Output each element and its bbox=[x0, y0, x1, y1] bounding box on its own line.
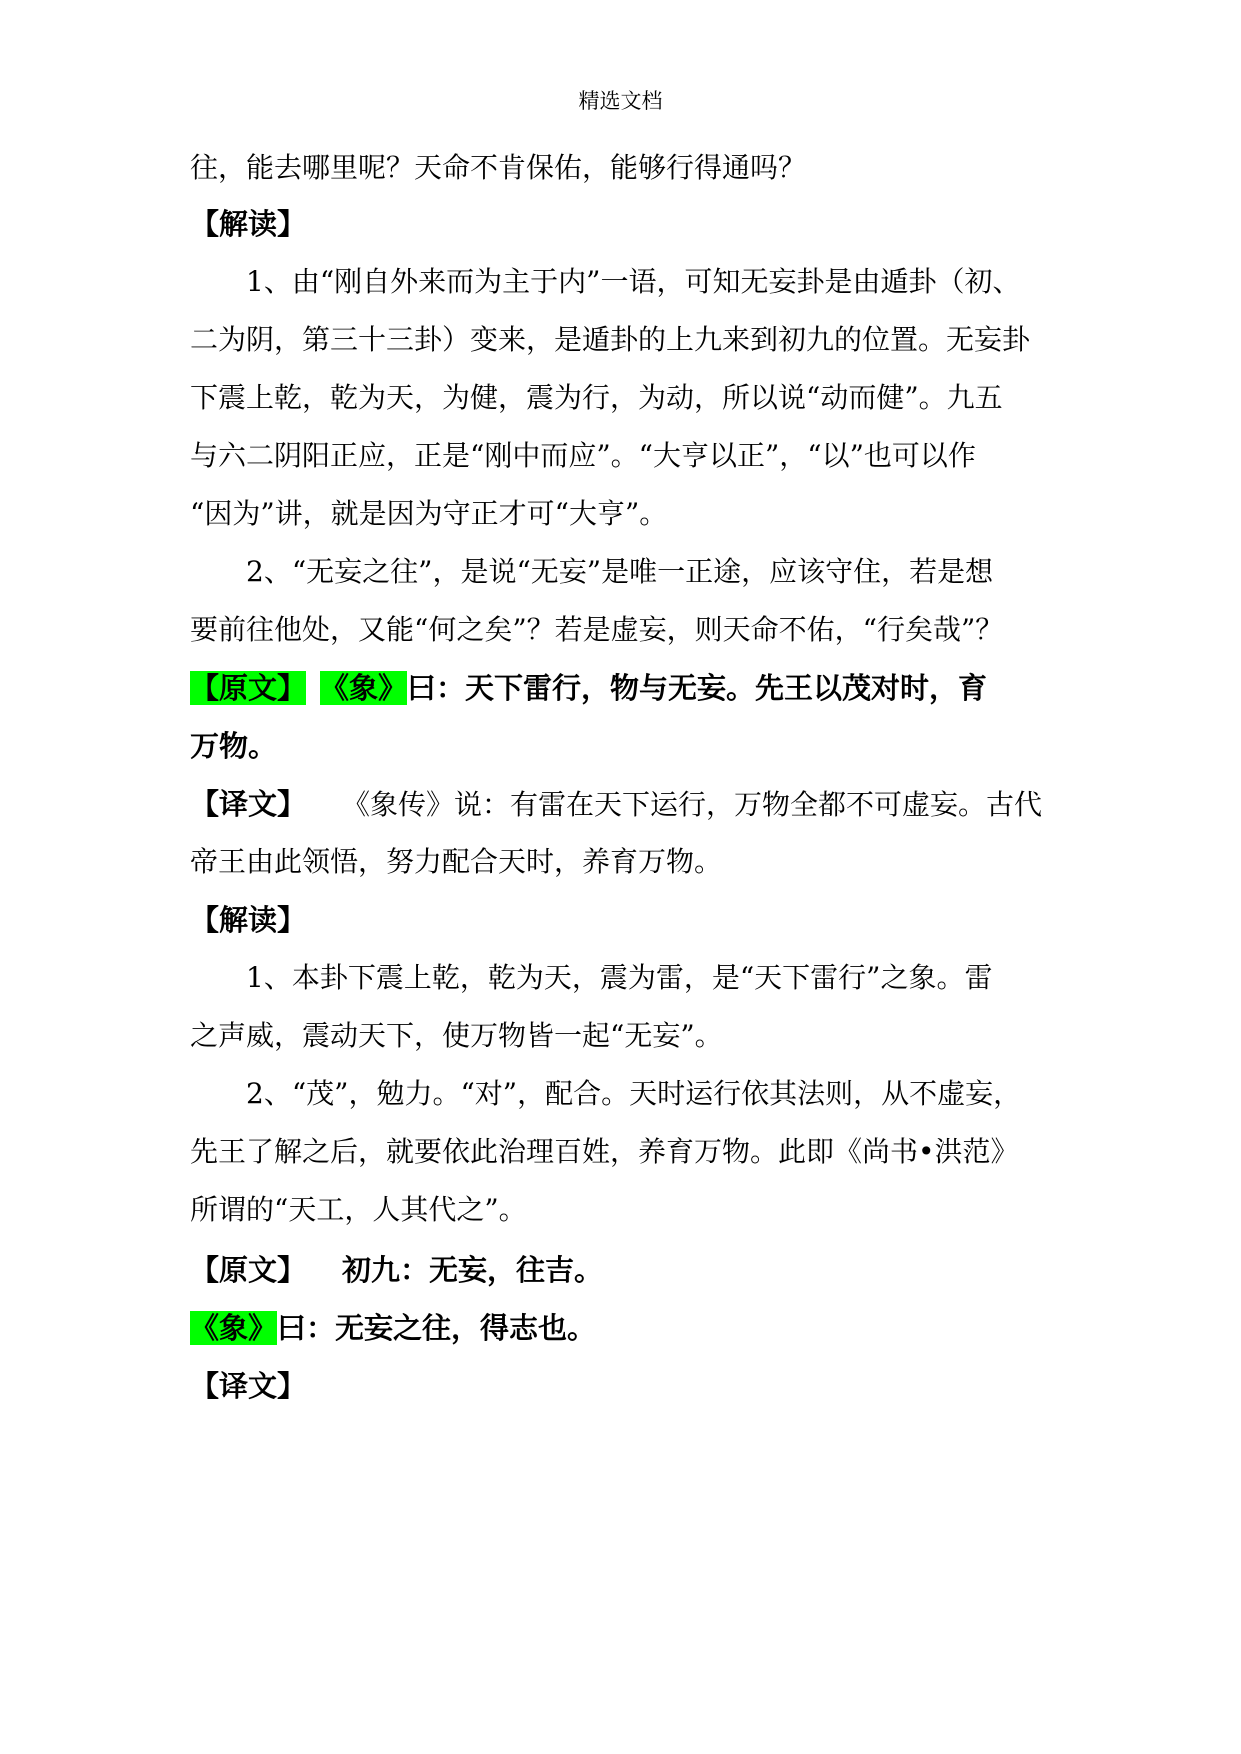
text-line: 往，能去哪里呢？天命不肯保佑，能够行得通吗？ bbox=[190, 151, 807, 184]
section-heading-jiedu: 【解读】 bbox=[190, 207, 307, 241]
text-line: 与六二阴阳正应，正是“刚中而应”。“大亨以正”，“以”也可以作 bbox=[190, 439, 976, 472]
xiang-label: 《象》 bbox=[190, 1311, 278, 1345]
text-line: 之声威，震动天下，使万物皆一起“无妄”。 bbox=[190, 1019, 723, 1052]
text-line: 2、“无妄之往”，是说“无妄”是唯一正途，应该守住，若是想 bbox=[246, 555, 994, 588]
text-line: 帝王由此领悟，努力配合天时，养育万物。 bbox=[190, 845, 723, 878]
xiang-text: 曰：无妄之往，得志也。 bbox=[277, 1311, 597, 1345]
text-line: 1、由“刚自外来而为主于内”一语，可知无妄卦是由遁卦（初、 bbox=[246, 265, 1021, 298]
translation-label: 【译文】 bbox=[190, 787, 307, 821]
original-text-cont: 万物。 bbox=[190, 729, 278, 763]
text-line: 先王了解之后，就要依此治理百姓，养育万物。此即《尚书•洪范》 bbox=[190, 1135, 1019, 1168]
section-heading-jiedu: 【解读】 bbox=[190, 903, 307, 937]
original-text: 初九：无妄，往吉。 bbox=[342, 1253, 604, 1287]
page-header: 精选文档 bbox=[578, 89, 663, 113]
original-label: 【原文】 bbox=[190, 671, 307, 705]
translation-text: 《象传》说：有雷在天下运行，万物全都不可虚妄。古代 bbox=[342, 788, 1043, 821]
text-line: 下震上乾，乾为天，为健，震为行，为动，所以说“动而健”。九五 bbox=[190, 381, 1003, 414]
text-line: 所谓的“天工，人其代之”。 bbox=[190, 1193, 527, 1226]
text-line: 2、“茂”，勉力。“对”，配合。天时运行依其法则，从不虚妄， bbox=[246, 1077, 1022, 1110]
xiang-line bbox=[190, 1308, 1090, 1348]
original-text-line bbox=[190, 1250, 1090, 1290]
translation-label: 【译文】 bbox=[190, 1369, 307, 1403]
xiang-label: 《象》 bbox=[320, 671, 408, 705]
translation-line bbox=[190, 784, 1090, 825]
text-line: 1、本卦下震上乾，乾为天，震为雷，是“天下雷行”之象。雷 bbox=[246, 961, 993, 994]
original-label: 【原文】 bbox=[190, 1253, 307, 1287]
original-text: 曰：天下雷行，物与无妄。先王以茂对时，育 bbox=[407, 671, 988, 705]
text-line: 要前往他处，又能“何之矣”？若是虚妄，则天命不佑，“行矣哉”？ bbox=[190, 613, 1004, 646]
text-line: “因为”讲，就是因为守正才可“大亨”。 bbox=[190, 497, 668, 530]
text-line: 二为阴，第三十三卦）变来，是遁卦的上九来到初九的位置。无妄卦 bbox=[190, 323, 1031, 356]
original-text-line bbox=[190, 668, 1090, 708]
